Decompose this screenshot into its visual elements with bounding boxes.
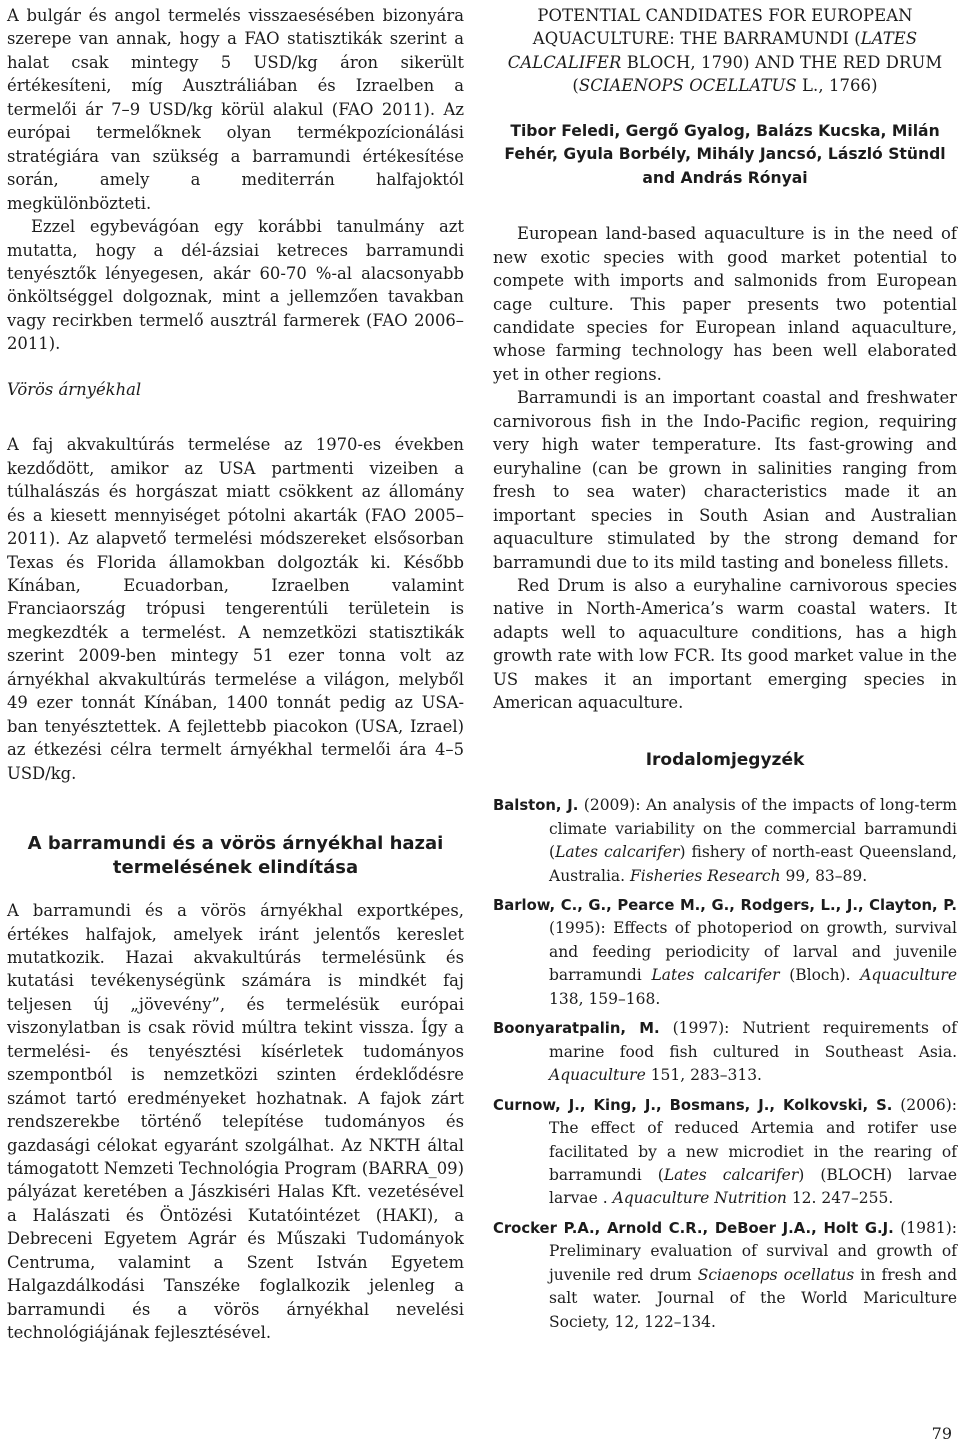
paragraph-domestic-production: A barramundi és a vörös árnyékhal exportképes, értékes halfajok, amelyek iránt jelentős kereslet mutatkozik. Hazai akvakultúrás termelésünk és kutatási tevékenységünk számára is mindkét faj teljesen új „jövevény”, és termelésük európai viszonylatban is csak rövid múltra tekint vissza. Így a termelési- és tenyésztési kísérletek tudományos szempontból is nemzetközi szinten érdeklődésre számot tartó eredményeket hozhatnak. A fajok zárt rendszerekbe történő telepítése tudományos és gazdasági célokat egyaránt szolgálhat. Az NKTH által támogatott Nemzeti Technológia Program (BARRA_09) pályázat keretében a Jászkiséri Halas Kft. vezetésével a Halászati és Öntözési Kutatóintézet (HAKI), a Debreceni Egyetem Agrár és Műszaki Tudományok Centruma, valamint a Szent István Egyetem Halgazdálkodási Tanszéke foglalkozik jelenleg a barramundi és a vörös árnyékhal nevelési technológiájának fejlesztésével. [7, 901, 465, 1343]
reference-authors: Barlow, C., G., Pearce M., G., Rodgers, L., J., Clayton, P. [493, 897, 957, 914]
title-part: BLOCH, 1790) AND THE RED DRUM ( [572, 52, 943, 96]
reference-text: ) fishery of north-east Queensland, Australia. [549, 843, 957, 885]
reference-text: in fresh and salt water. Journal of the World Mariculture Society, 12, 122–134. [549, 1265, 958, 1331]
abstract-paragraph: Barramundi is an important coastal and freshwater carnivorous fish in the Indo-Pacific region, requiring very high water temperature. Its fast-growing and euryhaline (can be grown in salinities ranging from fresh to sea water) characteristics made it an important species in South Asian and Australian aquaculture stimulated by the strong demand for barramundi due to its mild tasting and boneless fillets. [493, 388, 957, 572]
reference-item [493, 1217, 957, 1334]
reference-item [493, 1094, 957, 1211]
reference-item [493, 1017, 957, 1087]
abstract-paragraph: Red Drum is also a euryhaline carnivorous species native in North-America’s warm coastal waters. It adapts well to aquaculture conditions, has a high growth rate with low FCR. Its good market value in the US makes it an important emerging species in American aquaculture. [493, 575, 957, 713]
reference-text: (1997): Nutrient requirements of marine food fish cultured in Southeast Asia. [549, 1019, 957, 1061]
references-heading: Irodalomjegyzék [645, 749, 805, 770]
reference-authors: Crocker P.A., Arnold C.R., DeBoer J.A., Holt G.J. [493, 1219, 894, 1237]
reference-text: (1995): Effects of photoperiod on growth, survival and feeding periodicity of larval and juvenile barramundi [549, 919, 957, 985]
abstract-paragraph: European land-based aquaculture is in the need of new exotic species with good market potential to compete with imports and salmonids from European cage culture. This paper presents two potential candidate species for European inland aquaculture, whose farming technology has been well elaborated yet in other regions. [493, 224, 957, 384]
title-part: POTENTIAL CANDIDATES FOR EUROPEAN AQUACULTURE: THE BARRAMUNDI ( [532, 6, 913, 49]
title-species-latin: LATES CALCALIFER [507, 29, 918, 72]
author-list: Tibor Feledi, Gergő Gyalog, Balázs Kucska, Milán Fehér, Gyula Borbély, Mihály Jancsó, László Stündl and András Rónyai [504, 121, 946, 187]
subheading-red-drum: Vörös árnyékhal [7, 379, 142, 399]
reference-authors: Boonyaratpalin, M. [493, 1020, 660, 1038]
reference-text: ) (BLOCH) larvae larvae . [549, 1165, 957, 1208]
title-species-latin: SCIAENOPS OCELLATUS [578, 76, 797, 96]
reference-italic: Lates calcarifer [651, 966, 780, 985]
reference-authors: Curnow, J., King, J., Bosmans, J., Kolkovski, S. [493, 1096, 893, 1114]
reference-authors: Balston, J. [493, 797, 579, 815]
section-title-domestic-production: A barramundi és a vörös árnyékhal hazai termelésének elindítása [27, 833, 444, 878]
reference-item [493, 894, 957, 1011]
reference-text: (2006): The effect of reduced Artemia and rotifer use facilitated by a new microdiet in the rearing of barramundi ( [549, 1095, 957, 1184]
right-column [493, 4, 957, 1340]
reference-text: 99, 83–89. [780, 866, 868, 885]
paragraph-red-drum-history: A faj akvakultúrás termelése az 1970-es években kezdődött, amikor az USA partmenti vizeiben a túlhalászás és horgászat miatt csökkent az állomány és a kiesett mennyiséget pótolni akarták (FAO 2005–2011). Az alapvető termelési módszereket elsősorban Texas és Florida államokban dolgozták ki. Később Kínában, Ecuadorban, Izraelben valamint Franciaország trópusi tengerentúli területein is megkezdték a termelést. A nemzetközi statisztikák szerint 2009-ben mintegy 51 ezer tonna volt az árnyékhal akvakultúrás termelése a világon, melyből 49 ezer tonnát Kínában, 1400 tonnát pedig az USA-ban tenyésztettek. A fejlettebb piacokon (USA, Izrael) az étkezési célra termelt árnyékhal termelői ára 4–5 USD/kg. [7, 435, 464, 783]
reference-text: (2009): An analysis of the impacts of long-term climate variability on the commercial barramundi ( [549, 796, 957, 862]
left-column [7, 4, 464, 1345]
reference-text: 12. 247–255. [786, 1189, 894, 1208]
page-number: 79 [931, 1424, 952, 1443]
reference-italic: Lates calcarifer [663, 1165, 799, 1184]
title-part: L., 1766) [796, 76, 878, 96]
paragraph-fao-prices: A bulgár és angol termelés visszaesésében bizonyára szerepe van annak, hogy a FAO statisztikák szerint a halat csak mintegy 5 USD/kg áron sikerült értékesíteni, míg Ausztráliában és Izraelben a termelői ár 7–9 USD/kg körül alakul (FAO 2011). Az európai termelőknek olyan termékpozícionálási stratégiára van szükség a barramundi értékesítése során, amely a mediterrán halfajoktól megkülönbözteti. [7, 6, 464, 213]
reference-text: (1981): Preliminary evaluation of survival and growth of juvenile red drum [549, 1218, 957, 1284]
reference-italic: Aquaculture [860, 966, 957, 985]
reference-italic: Aquaculture Nutrition [612, 1189, 787, 1208]
reference-item [493, 794, 957, 888]
paragraph-cage-costs: Ezzel egybevágóan egy korábbi tanulmány azt mutatta, hogy a dél-ázsiai ketreces barramundi tenyésztők lényegesen, akár 60-70 %-al alacsonyabb önköltséggel dolgoznak, mint a jellemzően tavakban vagy recirkben termelő ausztrál farmerek (FAO 2006–2011). [7, 217, 464, 354]
reference-italic: Lates calcarifer [555, 843, 680, 862]
reference-italic: Sciaenops ocellatus [697, 1265, 855, 1284]
reference-italic: Fisheries Research [630, 866, 781, 885]
reference-italic: Aquaculture [549, 1066, 646, 1085]
reference-text: 138, 159–168. [549, 989, 661, 1008]
english-title [493, 4, 957, 98]
reference-text: 151, 283–313. [645, 1066, 762, 1085]
reference-text: (Bloch). [779, 966, 861, 985]
